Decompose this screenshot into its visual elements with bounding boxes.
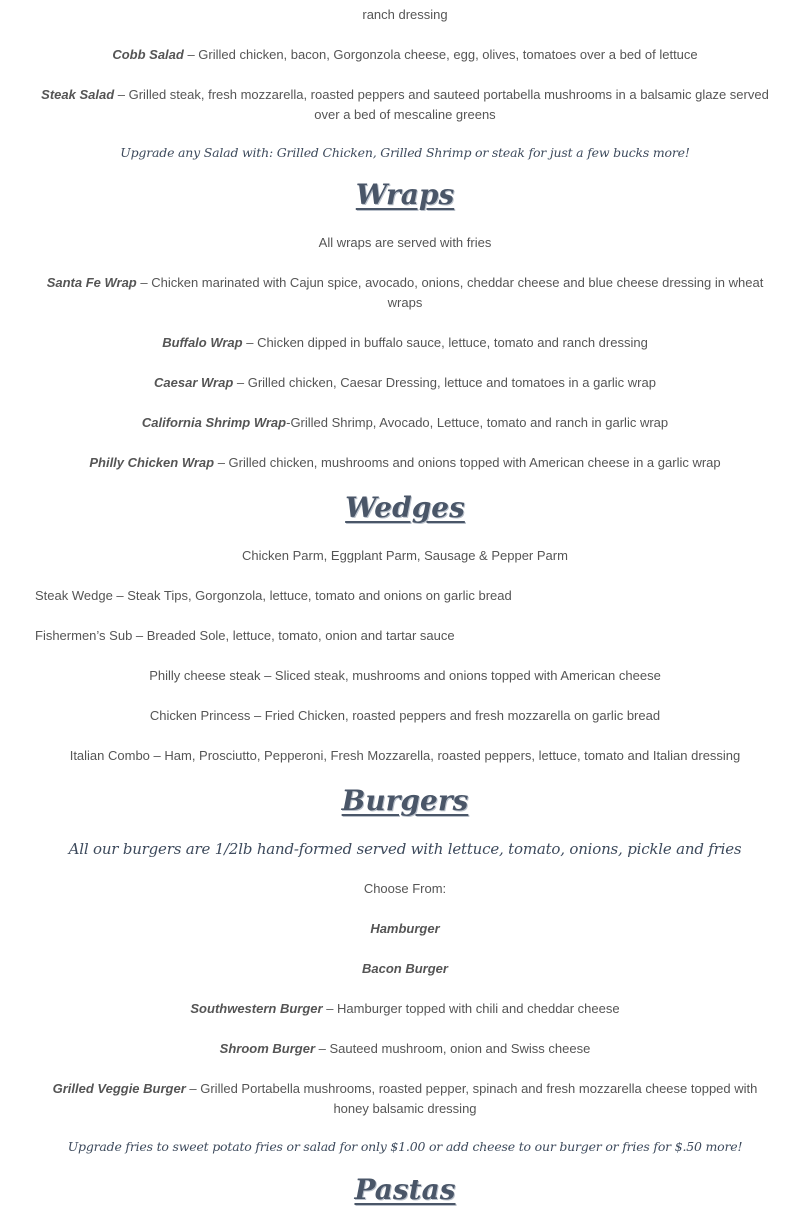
wraps-intro: All wraps are served with fries xyxy=(318,235,492,250)
item-desc: – Grilled Portabella mushrooms, roasted pepper, spinach and fresh mozzarella cheese topped with honey balsamic dressing xyxy=(185,1081,758,1116)
item-name: Grilled Veggie Burger xyxy=(52,1081,186,1096)
menu-item-burger xyxy=(35,1039,775,1059)
item-name: Bacon Burger xyxy=(362,961,448,976)
item-name: California Shrimp Wrap xyxy=(141,415,287,430)
salad-upgrade-note: Upgrade any Salad with: Grilled Chicken, Grilled Shrimp or steak for just a few bucks more! xyxy=(120,145,690,160)
item-name: Hamburger xyxy=(370,921,440,936)
salad-top-line: ranch dressing xyxy=(362,7,448,22)
item-desc: -Grilled Shrimp, Avocado, Lettuce, tomato and ranch in garlic wrap xyxy=(286,415,669,430)
item-desc: – Grilled chicken, bacon, Gorgonzola cheese, egg, olives, tomatoes over a bed of lettuce xyxy=(183,47,698,62)
menu-item-wedge: Philly cheese steak – Sliced steak, mushrooms and onions topped with American cheese xyxy=(149,668,661,683)
item-desc: – Chicken dipped in buffalo sauce, lettuce, tomato and ranch dressing xyxy=(242,335,648,350)
item-name: Buffalo Wrap xyxy=(162,335,243,350)
item-name: Cobb Salad xyxy=(112,47,184,62)
item-desc: – Grilled steak, fresh mozzarella, roasted peppers and sauteed portabella mushrooms in a balsamic glaze served over a bed of mescaline greens xyxy=(114,87,769,122)
menu-item-wrap xyxy=(35,413,775,433)
section-heading-wraps: Wraps xyxy=(355,178,455,211)
item-desc: – Grilled chicken, mushrooms and onions topped with American cheese in a garlic wrap xyxy=(214,455,721,470)
item-name: Steak Salad xyxy=(41,87,115,102)
menu-item-burger xyxy=(35,999,775,1019)
menu-item-steak-salad xyxy=(35,85,775,125)
menu-item-burger xyxy=(35,1079,775,1119)
burgers-upgrade-note: Upgrade fries to sweet potato fries or salad for only $1.00 or add cheese to our burger or fries for $.50 more! xyxy=(67,1139,743,1154)
section-heading-wedges: Wedges xyxy=(345,491,465,524)
menu-item-wedge: Chicken Princess – Fried Chicken, roasted peppers and fresh mozzarella on garlic bread xyxy=(149,708,661,723)
menu-item-wrap xyxy=(35,333,775,353)
item-name: Caesar Wrap xyxy=(154,375,234,390)
item-name: Santa Fe Wrap xyxy=(46,275,137,290)
item-desc: – Chicken marinated with Cajun spice, avocado, onions, cheddar cheese and blue cheese dressing in wheat wraps xyxy=(136,275,764,310)
item-desc: – Hamburger topped with chili and cheddar cheese xyxy=(322,1001,620,1016)
item-name: Philly Chicken Wrap xyxy=(89,455,215,470)
menu-item-wrap xyxy=(35,453,775,473)
menu-item-burger xyxy=(35,959,775,979)
item-desc: – Grilled chicken, Caesar Dressing, lettuce and tomatoes in a garlic wrap xyxy=(233,375,656,390)
section-heading-pastas: Pastas xyxy=(354,1173,456,1206)
burgers-subheading: All our burgers are 1/2lb hand-formed served with lettuce, tomato, onions, pickle and fries xyxy=(68,840,742,858)
burgers-choose-label: Choose From: xyxy=(363,881,447,896)
item-name: Southwestern Burger xyxy=(190,1001,323,1016)
menu-item-wrap xyxy=(35,373,775,393)
menu-item-wedge: Italian Combo – Ham, Prosciutto, Pepperoni, Fresh Mozzarella, roasted peppers, lettuce, tomato and Italian dressing xyxy=(69,748,741,763)
menu-item-wedge: Steak Wedge – Steak Tips, Gorgonzola, lettuce, tomato and onions on garlic bread xyxy=(35,588,512,603)
item-desc: – Sauteed mushroom, onion and Swiss cheese xyxy=(315,1041,591,1056)
menu-item-wedge: Chicken Parm, Eggplant Parm, Sausage & Pepper Parm xyxy=(242,548,568,563)
section-heading-burgers: Burgers xyxy=(341,784,469,817)
menu-item-burger xyxy=(35,919,775,939)
menu-item-cobb-salad xyxy=(35,45,775,65)
menu-item-wedge: Fishermen’s Sub – Breaded Sole, lettuce, tomato, onion and tartar sauce xyxy=(35,628,455,643)
item-name: Shroom Burger xyxy=(219,1041,315,1056)
menu-item-wrap xyxy=(35,273,775,313)
